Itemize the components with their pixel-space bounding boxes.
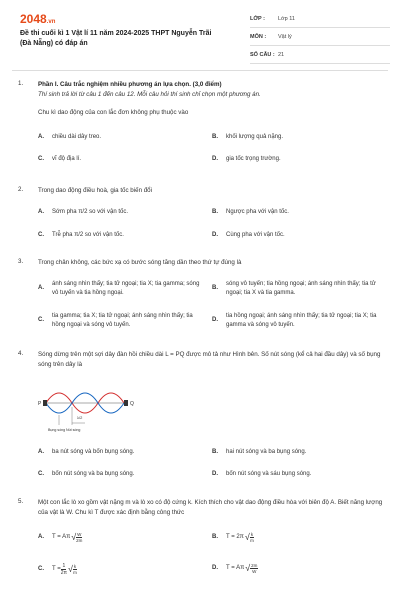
part-title: Phần I. Câu trắc nghiệm nhiều phương án lựa chọn. (3,0 điểm) bbox=[38, 81, 222, 88]
question-number: 3. bbox=[18, 258, 24, 265]
question-number: 2. bbox=[18, 186, 24, 193]
fraction: 2m W bbox=[251, 563, 258, 574]
sqrt-icon: √ bbox=[244, 532, 250, 543]
label-half-lambda: λ/2 bbox=[77, 415, 83, 420]
answer-option[interactable]: C. tia gamma; tia X; tia tử ngoại; ánh sáng nhìn thấy; tia hồng ngoại và sóng vô tuyến. bbox=[38, 313, 193, 328]
answer-option[interactable]: A. ánh sáng nhìn thấy; tia tử ngoại; tia X; tia gamma; sóng vô tuyến và tia hồng ngoại. bbox=[38, 281, 200, 296]
info-value: Lớp 11 bbox=[278, 15, 295, 22]
answer-option[interactable]: A. T = Aπ √ W 2m bbox=[38, 532, 83, 543]
answer-option[interactable]: C. Trễ pha π/2 so với vận tốc. bbox=[38, 232, 124, 238]
answer-option[interactable]: C. bốn nút sóng và ba bụng sóng. bbox=[38, 471, 135, 477]
answer-option[interactable]: D. tia hồng ngoại; ánh sáng nhìn thấy; tia tử ngoại; tia X; tia gamma và sóng vô tuyến. bbox=[212, 313, 377, 328]
question-number: 4. bbox=[18, 350, 24, 357]
question-text: Trong dao động điều hoà, gia tốc biến đổi bbox=[38, 187, 152, 194]
fraction: k m bbox=[250, 532, 254, 543]
answer-option[interactable]: C. vĩ độ địa lí. bbox=[38, 156, 82, 162]
answer-option[interactable]: B. sóng vô tuyến; tia hồng ngoại; ánh sáng nhìn thấy; tia tử ngoại; tia X và tia gamma. bbox=[212, 281, 376, 296]
sqrt-icon: √ bbox=[71, 532, 77, 543]
answer-option[interactable]: D. Cùng pha với vận tốc. bbox=[212, 232, 285, 238]
end-clamp-left bbox=[43, 400, 47, 406]
fraction: $\frac{1}{2\pi}$ bbox=[60, 563, 67, 576]
answer-option[interactable]: C. T = $\frac{1}{2\pi}$ √ k m bbox=[38, 563, 77, 576]
info-value: 21 bbox=[278, 51, 285, 58]
question-number: 5. bbox=[18, 498, 24, 505]
answer-option[interactable]: D. bốn nút sóng và sáu bụng sóng. bbox=[212, 471, 312, 477]
header-divider bbox=[12, 70, 388, 71]
document-title: Đề thi cuối kì 1 Vật lí 11 năm 2024-2025 THPT Nguyễn Trãi (Đà Nẵng) có đáp án bbox=[20, 30, 212, 47]
question-text: Trong chân không, các bức xạ có bước sóng tăng dần theo thứ tự đúng là bbox=[38, 259, 242, 266]
site-logo[interactable]: 2048.vn bbox=[20, 12, 56, 26]
info-panel bbox=[250, 10, 390, 64]
document-header bbox=[20, 10, 385, 60]
answer-option[interactable]: A. ba nút sóng và bốn bụng sóng. bbox=[38, 449, 135, 455]
answer-option[interactable]: A. Sớm pha π/2 so với vận tốc. bbox=[38, 209, 129, 215]
standing-wave-figure bbox=[38, 379, 138, 441]
answer-option[interactable]: D. T = Aπ √ 2m W bbox=[212, 563, 258, 574]
label-q: Q bbox=[130, 401, 134, 407]
info-label: SỐ CÂU : bbox=[250, 51, 275, 58]
question-text: Sóng dừng trên một sợi dây đàn hồi chiều dài L = PQ được mô tả như Hình bên. Số nút sóng (kể cả hai đầu dây) và số bụng sóng trên dây là bbox=[38, 351, 381, 368]
question-text: Một con lắc lò xo gồm vật nặng m và lò xo có độ cứng k. Kích thích cho vật dao động điều hòa với biên độ A. Biết năng lượng của vật là W. Chu kì T được xác định bằng công thức bbox=[38, 499, 383, 516]
answer-option[interactable]: D. gia tốc trọng trường. bbox=[212, 156, 281, 162]
answer-option[interactable]: B. hai nút sóng và ba bụng sóng. bbox=[212, 449, 307, 455]
formula: T = 2π √ k m bbox=[226, 532, 254, 543]
question-number: 1. bbox=[18, 80, 24, 87]
question-text: Chu kì dao động của con lắc đơn không phụ thuộc vào bbox=[38, 109, 189, 116]
answer-option[interactable]: A. chiều dài dây treo. bbox=[38, 134, 102, 140]
answer-option[interactable]: B. khối lượng quả nặng. bbox=[212, 134, 283, 140]
label-p: P bbox=[38, 401, 42, 407]
formula: T = Aπ √ 2m W bbox=[226, 563, 258, 574]
label-node: Nút sóng bbox=[66, 428, 81, 432]
info-count-row bbox=[250, 46, 390, 64]
end-clamp-right bbox=[124, 400, 128, 406]
info-label: LỚP : bbox=[250, 15, 265, 22]
info-label: MÔN : bbox=[250, 33, 267, 40]
formula: T = $\frac{1}{2\pi}$ √ k m bbox=[52, 563, 77, 576]
info-value: Vật lý bbox=[278, 33, 292, 40]
answer-option[interactable]: B. Ngược pha với vận tốc. bbox=[212, 209, 289, 215]
fraction: W 2m bbox=[76, 532, 83, 543]
label-antinode: Bụng sóng bbox=[48, 428, 66, 432]
info-subject-row bbox=[250, 28, 390, 46]
formula: T = Aπ √ W 2m bbox=[52, 532, 83, 543]
part-instructions: Thí sinh trả lời từ câu 1 đến câu 12. Mỗi câu hỏi thí sinh chỉ chọn một phương án. bbox=[38, 91, 261, 98]
fraction: k m bbox=[73, 564, 77, 575]
answer-option[interactable]: B. T = 2π √ k m bbox=[212, 532, 254, 543]
sqrt-icon: √ bbox=[245, 563, 251, 574]
info-class-row bbox=[250, 10, 390, 28]
sqrt-icon: √ bbox=[67, 564, 73, 575]
